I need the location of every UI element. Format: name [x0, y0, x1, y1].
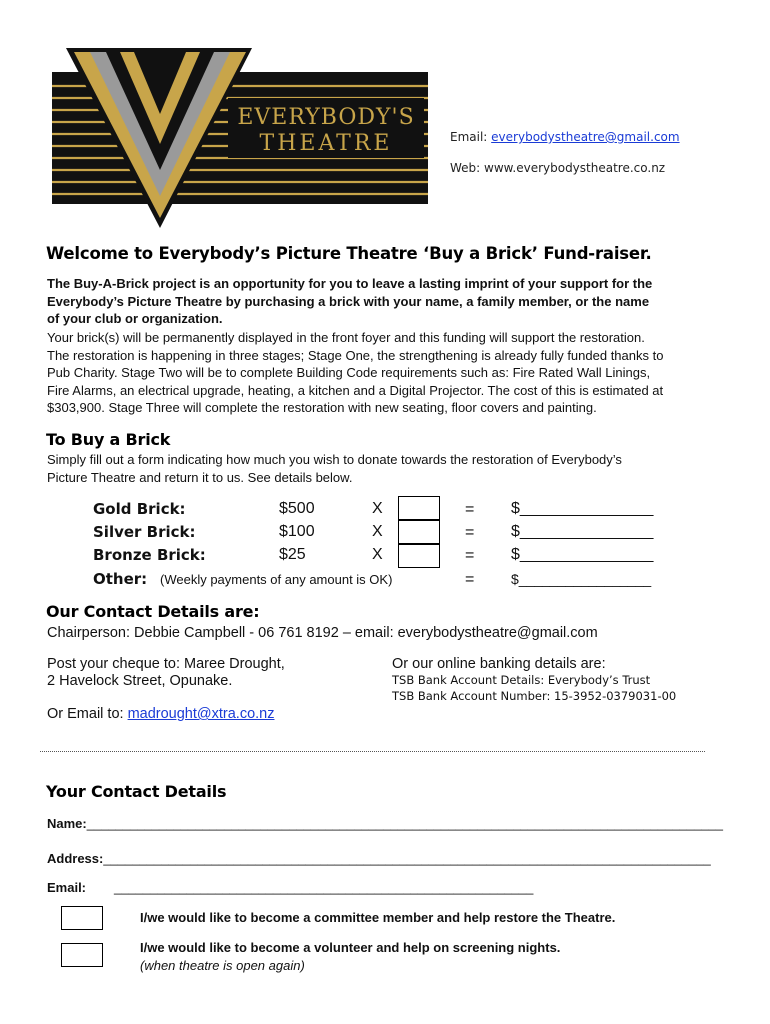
your-contact-heading: Your Contact Details	[46, 782, 227, 801]
silver-quantity-box[interactable]	[398, 520, 440, 544]
header-email	[450, 130, 680, 144]
welcome-bold-line: The Buy-A-Brick project is an opportunity for you to leave a lasting imprint of your support for the	[47, 276, 653, 291]
welcome-paragraph	[47, 329, 747, 417]
email-to-link[interactable]: madrought@xtra.co.nz	[127, 706, 275, 722]
header-web-value: www.everybodystheatre.co.nz	[484, 161, 666, 175]
brick-multiply: X	[372, 523, 383, 540]
email-line[interactable]: __________________________________________________________	[114, 880, 534, 895]
other-label: Other:	[93, 570, 148, 588]
brick-equals: =	[465, 547, 475, 564]
buy-line: Simply fill out a form indicating how much you wish to donate towards the restoration of Everybody’s	[47, 452, 622, 467]
post-line-1: Post your cheque to: Maree Drought,	[47, 656, 285, 672]
header-email-label: Email:	[450, 130, 488, 144]
bank-heading: Or our online banking details are:	[392, 656, 606, 672]
welcome-bold-line: of your club or organization.	[47, 311, 223, 326]
brick-name: Gold Brick:	[93, 500, 186, 518]
welcome-line: Fire Alarms, an electrical upgrade, heating, a kitchen and a Digital Projector. The cost of this is estimated at	[47, 382, 664, 398]
volunteer-checkbox[interactable]	[61, 943, 103, 967]
address-field[interactable]	[47, 851, 711, 866]
brick-multiply: X	[372, 546, 383, 563]
buy-heading: To Buy a Brick	[46, 430, 171, 449]
chairperson-line: Chairperson: Debbie Campbell - 06 761 8192 – email: everybodystheatre@gmail.com	[47, 625, 598, 641]
welcome-line: The restoration is happening in three stages; Stage One, the strengthening is already fully funded thanks to	[47, 347, 664, 363]
post-line-2: 2 Havelock Street, Opunake.	[47, 673, 233, 689]
brick-price: $500	[279, 500, 315, 517]
name-field[interactable]	[47, 816, 723, 831]
brick-price: $25	[279, 546, 306, 563]
email-to-line	[47, 706, 274, 722]
welcome-line: Pub Charity. Stage Two will be to complete Building Code requirements such as: Fire Rated Wall Linings,	[47, 365, 651, 380]
cut-divider	[40, 751, 705, 752]
name-line[interactable]: ________________________________________________________________________________________	[86, 816, 723, 831]
logo-text-line1: EVERYBODY'S	[237, 105, 415, 130]
our-contact-heading: Our Contact Details are:	[46, 602, 260, 621]
welcome-line: Your brick(s) will be permanently displayed in the front foyer and this funding will support the restoration.	[47, 330, 645, 345]
welcome-bold-line: Everybody’s Picture Theatre by purchasing a brick with your name, a family member, or the name	[47, 293, 650, 309]
brick-name: Silver Brick:	[93, 523, 196, 541]
header-email-link[interactable]: everybodystheatre@gmail.com	[491, 130, 680, 144]
gold-total-line[interactable]: $_______________	[511, 500, 654, 517]
welcome-bold-paragraph	[47, 275, 747, 328]
brick-price: $100	[279, 523, 315, 540]
name-label: Name:	[47, 816, 87, 831]
address-label: Address:	[47, 851, 104, 866]
email-to-label: Or Email to:	[47, 706, 124, 722]
header-web-label: Web:	[450, 161, 481, 175]
committee-label: I/we would like to become a committee member and help restore the Theatre.	[140, 910, 616, 925]
bank-details-line: TSB Bank Account Details: Everybody’s Trust	[392, 673, 651, 687]
brick-equals: =	[465, 571, 475, 588]
brick-equals: =	[465, 501, 475, 518]
brick-multiply: X	[372, 500, 383, 517]
committee-checkbox[interactable]	[61, 906, 103, 930]
theatre-logo	[50, 46, 430, 228]
other-total-line[interactable]: $_________________	[511, 571, 652, 587]
email-label: Email:	[47, 880, 87, 895]
gold-quantity-box[interactable]	[398, 496, 440, 520]
bronze-quantity-box[interactable]	[398, 544, 440, 568]
other-note: (Weekly payments of any amount is OK)	[160, 572, 393, 587]
volunteer-note: (when theatre is open again)	[140, 958, 305, 973]
buy-paragraph	[47, 451, 747, 486]
brick-equals: =	[465, 524, 475, 541]
header-web	[450, 161, 665, 175]
logo-text-line2: THEATRE	[259, 131, 393, 156]
welcome-line: $303,900. Stage Three will complete the restoration with new seating, floor covers and painting.	[47, 400, 597, 415]
address-line[interactable]: ____________________________________________________________________________________	[103, 851, 711, 866]
silver-total-line[interactable]: $_______________	[511, 523, 654, 540]
bronze-total-line[interactable]: $_______________	[511, 546, 654, 563]
welcome-heading: Welcome to Everybody’s Picture Theatre ‘Buy a Brick’ Fund-raiser.	[46, 244, 652, 263]
buy-line: Picture Theatre and return it to us. See details below.	[47, 469, 353, 485]
bank-number-line: TSB Bank Account Number: 15-3952-0379031-00	[392, 689, 677, 703]
brick-name: Bronze Brick:	[93, 546, 206, 564]
volunteer-label: I/we would like to become a volunteer and help on screening nights.	[140, 940, 561, 955]
